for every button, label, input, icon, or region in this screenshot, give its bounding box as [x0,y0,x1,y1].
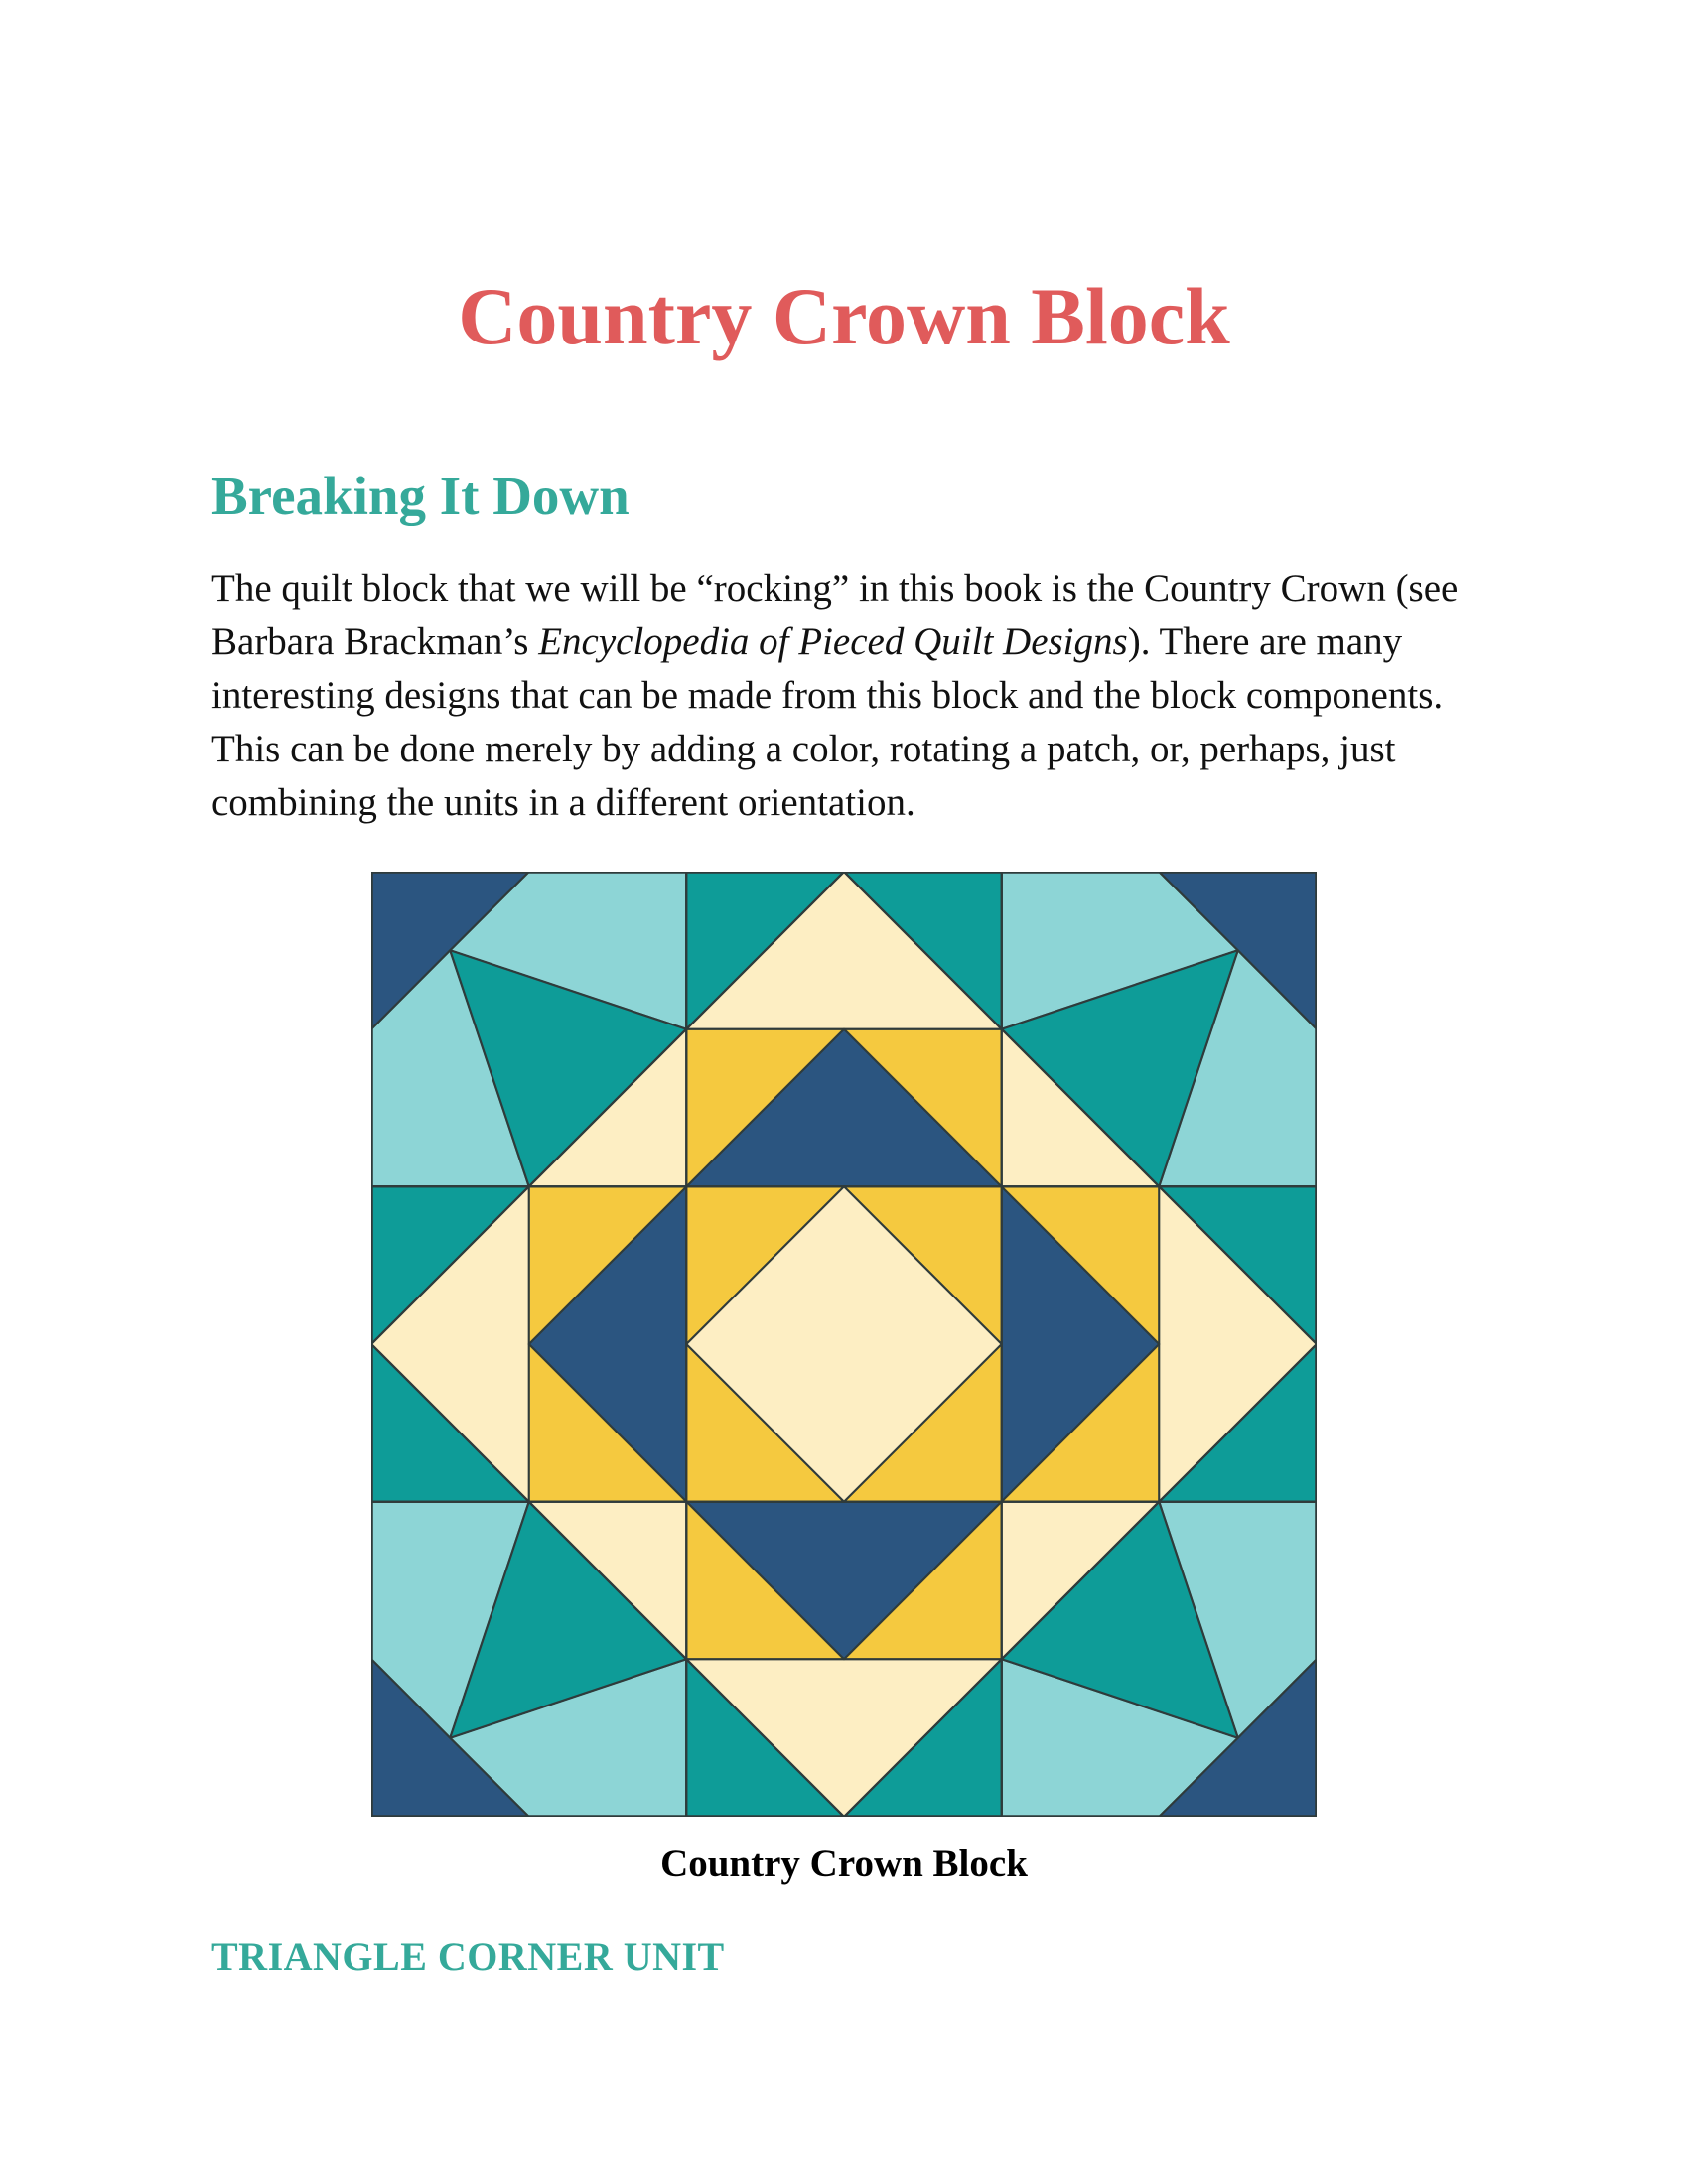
book-title: Encyclopedia of Pieced Quilt Designs [538,620,1128,663]
figure-caption: Country Crown Block [660,1843,1028,1885]
sub-heading: TRIANGLE CORNER UNIT [211,1934,725,1979]
paragraph-part-2: ). There are many interesting designs that can be made from this block and the block components. This can be done merely by adding a color, rotating a patch, or, perhaps, just combining the units in a different orientation. [211,620,1444,824]
page-title: Country Crown Block [458,271,1230,361]
paragraph-part-1: The quilt block that we will be “rocking” in this book is the Country Crown (see Barbara Brackman’s [211,567,1459,663]
country-crown-block-diagram [371,872,1317,1817]
section-heading: Breaking It Down [211,466,630,526]
quilt-block-figure [371,872,1317,1817]
body-paragraph [211,562,1502,830]
